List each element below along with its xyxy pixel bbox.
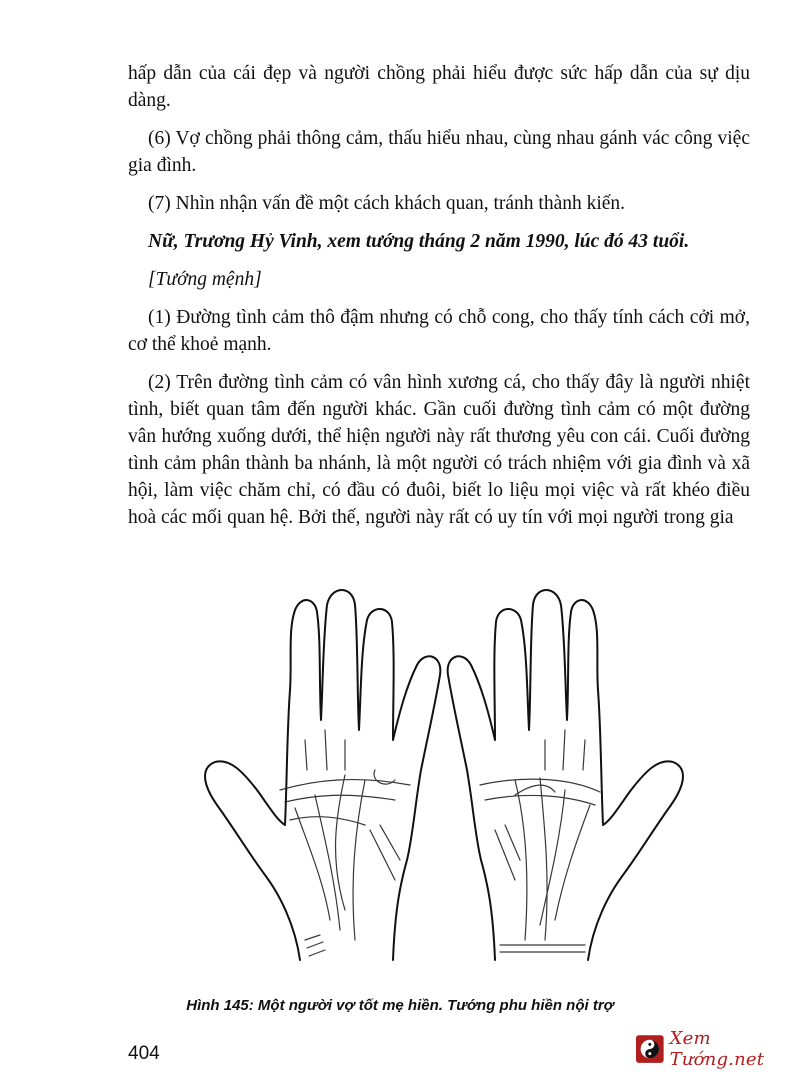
paragraph-item-7: (7) Nhìn nhận vấn đề một cách khách quan, tránh thành kiến. — [148, 193, 626, 214]
page-number: 404 — [128, 1043, 160, 1064]
left-hand-outline — [205, 590, 440, 960]
section-heading: Nữ, Trương Hỷ Vinh, xem tướng tháng 2 năm 1990, lúc đó 43 tuổi. — [148, 231, 690, 252]
paragraph-item-2: (2) Trên đường tình cảm có vân hình xương cá, cho thấy đây là người nhiệt tình, biết quan tâm đến người khác. Gần cuối đường tình cảm có một đường vân hướng xuống dưới, thể hiện người này rất thương yêu con cái. Cuối đường tình cảm phân thành ba nhánh, là một người có trách nhiệm với gia đình và xã hội, làm việc chăm chỉ, có đầu có đuôi, biết lo liệu mọi việc và rất khéo điều hoà các mối quan hệ. Bởi thế, người này rất có uy tín với mọi người trong gia — [128, 372, 750, 528]
watermark-text: Xem Tướng.net — [669, 1028, 765, 1070]
paragraph-continuation: hấp dẫn của cái đẹp và người chồng phải hiểu được sức hấp dẫn của sự dịu dàng. — [128, 63, 750, 111]
hands-drawing — [195, 580, 715, 970]
yin-yang-icon — [636, 1034, 664, 1064]
figure-caption: Hình 145: Một người vợ tốt mẹ hiền. Tướng phu hiền nội trợ — [186, 997, 614, 1014]
body-text — [128, 60, 750, 542]
watermark — [636, 1028, 800, 1070]
paragraph-item-1: (1) Đường tình cảm thô đậm nhưng có chỗ cong, cho thấy tính cách cởi mở, cơ thể khoẻ mạnh. — [128, 307, 750, 355]
right-hand-outline — [448, 590, 683, 960]
paragraph-item-6: (6) Vợ chồng phải thông cảm, thấu hiểu nhau, cùng nhau gánh vác công việc gia đình. — [128, 128, 750, 176]
palm-illustration — [195, 580, 715, 970]
subsection-label: [Tướng mệnh] — [148, 269, 262, 290]
